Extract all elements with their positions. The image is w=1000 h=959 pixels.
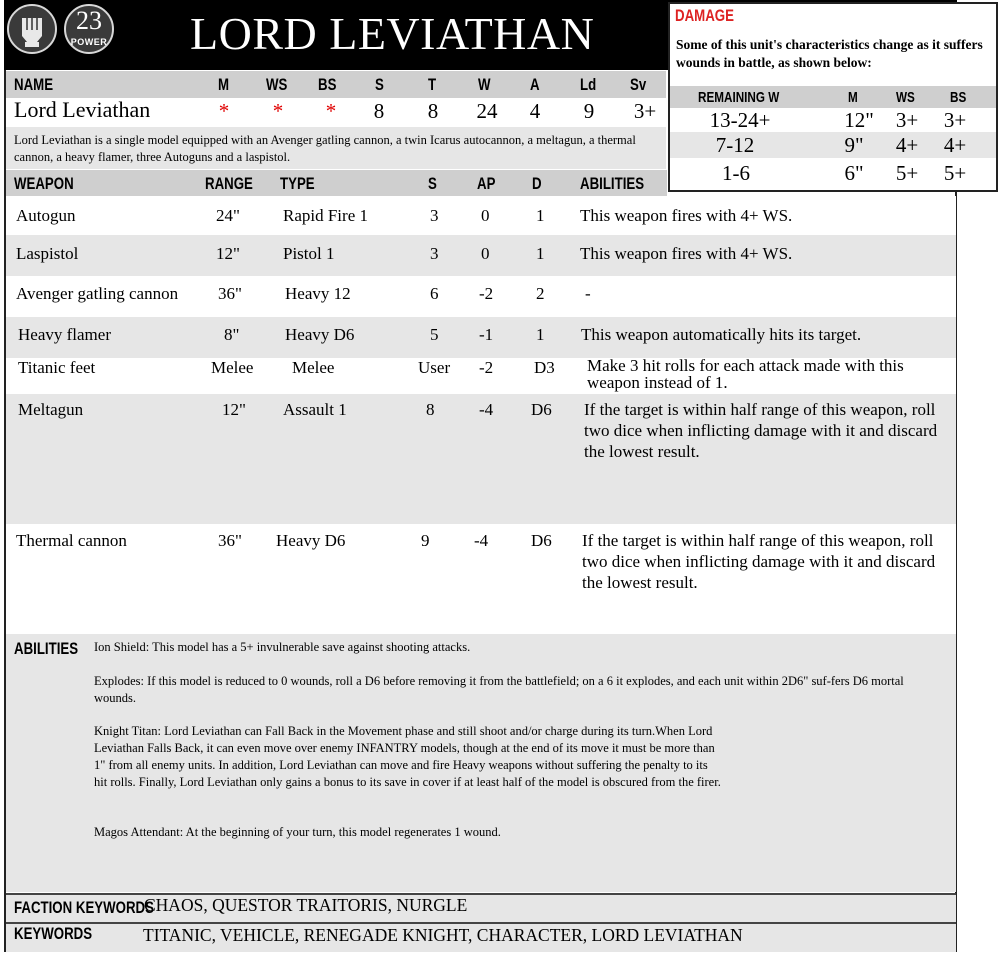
faction-keywords-value: CHAOS, QUESTOR TRAITORIS, NURGLE xyxy=(144,895,468,915)
damage-header-remaining-w: REMAINING W xyxy=(698,89,780,106)
weapon-s: 5 xyxy=(430,325,439,344)
weapon-name: Autogun xyxy=(16,206,76,225)
weapon-d: 1 xyxy=(536,325,545,344)
weapon-s: 9 xyxy=(421,531,430,550)
keywords-value: TITANIC, VEHICLE, RENEGADE KNIGHT, CHARACTER, LORD LEVIATHAN xyxy=(143,925,743,945)
damage-ws: 5+ xyxy=(895,161,919,185)
stat-header-sv: Sv xyxy=(630,75,647,94)
weapon-abilities: This weapon fires with 4+ WS. xyxy=(580,206,793,225)
weapon-d: 1 xyxy=(536,206,545,225)
weapon-range: 36" xyxy=(218,284,242,303)
damage-bs: 5+ xyxy=(943,161,967,185)
weapon-range: 36" xyxy=(218,531,242,550)
weapon-name: Heavy flamer xyxy=(18,325,111,344)
weapon-range: 12" xyxy=(222,400,246,419)
stat-m: * xyxy=(218,99,230,123)
damage-header-ws: WS xyxy=(896,89,915,106)
weapon-type: Heavy D6 xyxy=(276,531,346,550)
stat-header-ld: Ld xyxy=(580,75,597,94)
stat-header-s: S xyxy=(375,75,384,94)
weapon-abilities: This weapon fires with 4+ WS. xyxy=(580,244,793,263)
stat-ld: 9 xyxy=(583,99,595,123)
stat-a: 4 xyxy=(529,99,541,123)
stat-t: 8 xyxy=(427,99,439,123)
faction-keywords-label: FACTION KEYWORDS xyxy=(14,898,154,917)
unit-title: LORD LEVIATHAN xyxy=(190,8,595,59)
weapon-abilities: This weapon automatically hits its target. xyxy=(581,325,862,344)
weapon-header-weapon: WEAPON xyxy=(14,174,74,193)
damage-remaining-w: 13-24+ xyxy=(709,108,771,132)
damage-ws: 4+ xyxy=(895,133,919,157)
stat-bs: * xyxy=(325,99,337,123)
weapon-type: Heavy D6 xyxy=(285,325,355,344)
weapon-header-type: TYPE xyxy=(280,174,315,193)
weapon-range: 12" xyxy=(216,244,240,263)
weapon-ap: -4 xyxy=(474,531,489,550)
stat-ws: * xyxy=(272,99,284,123)
weapon-abilities: If the target is within half range of this weapon, roll two dice when inflicting damage with it and discard the lowest result. xyxy=(584,400,938,461)
weapon-name: Avenger gatling cannon xyxy=(16,284,179,303)
stat-s: 8 xyxy=(373,99,385,123)
stat-header-ws: WS xyxy=(266,75,288,94)
weapon-ap: -4 xyxy=(479,400,494,419)
stat-header-bs: BS xyxy=(318,75,337,94)
weapon-ap: -2 xyxy=(479,284,494,303)
damage-bs: 3+ xyxy=(943,108,967,132)
weapon-type: Melee xyxy=(292,358,335,377)
weapon-range: 8" xyxy=(224,325,240,344)
weapon-d: D6 xyxy=(531,400,552,419)
unit-description-box xyxy=(6,127,666,169)
stat-header-t: T xyxy=(428,75,437,94)
weapon-name: Thermal cannon xyxy=(16,531,127,550)
weapon-header-s: S xyxy=(428,174,437,193)
weapon-abilities: If the target is within half range of this weapon, roll two dice when inflicting damage with it and discard the lowest result. xyxy=(582,531,936,592)
power-value: 23 xyxy=(76,6,102,35)
stat-name: Lord Leviathan xyxy=(14,97,151,122)
weapon-name: Meltagun xyxy=(18,400,84,419)
stat-sv: 3+ xyxy=(633,99,657,123)
weapon-name: Laspistol xyxy=(16,244,79,263)
stat-w: 24 xyxy=(476,99,498,123)
weapon-type: Pistol 1 xyxy=(283,244,335,263)
damage-m: 6" xyxy=(844,161,864,185)
weapon-type: Rapid Fire 1 xyxy=(283,206,368,225)
stat-header-a: A xyxy=(530,75,540,94)
weapon-ap: -2 xyxy=(479,358,494,377)
weapon-type: Assault 1 xyxy=(283,400,347,419)
damage-title: DAMAGE xyxy=(675,6,734,25)
weapon-s: 3 xyxy=(430,206,439,225)
weapon-s: 8 xyxy=(426,400,435,419)
weapon-d: 2 xyxy=(536,284,545,303)
ability-knight-titan: Knight Titan: Lord Leviathan can Fall Back in the Movement phase and still shoot and/or charge during its turn.When Lord Leviathan Falls Back, it can even move over enemy INFANTRY models, though at the end of its move it must be more than 1" from all enemy units. In addition, Lord Leviathan can move and fire Heavy weapons without suffering the penalty to its hit rolls. Finally, Lord Leviathan only gains a bonus to its save in cover if at least half of the model is obscured from the firer. xyxy=(94,724,721,789)
weapon-header-row xyxy=(6,170,667,196)
damage-ws: 3+ xyxy=(895,108,919,132)
weapon-abilities: - xyxy=(585,284,591,303)
damage-m: 12" xyxy=(844,108,874,132)
weapon-header-abilities: ABILITIES xyxy=(580,174,645,193)
power-label: POWER xyxy=(70,37,108,47)
weapon-d: D6 xyxy=(531,531,552,550)
ability-ion-shield: Ion Shield: This model has a 5+ invulnerable save against shooting attacks. xyxy=(94,640,471,654)
damage-text: Some of this unit's characteristics change as it suffers wounds in battle, as shown below: xyxy=(676,37,983,70)
damage-remaining-w: 7-12 xyxy=(715,133,755,157)
weapon-d: 1 xyxy=(536,244,545,263)
weapon-name: Titanic feet xyxy=(18,358,96,377)
weapon-d: D3 xyxy=(534,358,555,377)
weapon-ap: -1 xyxy=(479,325,494,344)
weapon-type: Heavy 12 xyxy=(285,284,351,303)
damage-header-bs: BS xyxy=(950,89,967,106)
damage-header-m: M xyxy=(848,89,858,106)
weapon-header-range: RANGE xyxy=(205,174,253,193)
fist-icon xyxy=(9,6,55,52)
weapon-s: 6 xyxy=(430,284,439,303)
stat-header-w: W xyxy=(478,75,491,94)
weapon-ap: 0 xyxy=(481,244,490,263)
stat-header-m: M xyxy=(218,75,230,94)
ability-magos-attendant: Magos Attendant: At the beginning of your turn, this model regenerates 1 wound. xyxy=(94,825,501,839)
abilities-label: ABILITIES xyxy=(14,639,79,658)
damage-m: 9" xyxy=(844,133,864,157)
weapon-ap: 0 xyxy=(481,206,490,225)
weapon-s: User xyxy=(418,358,451,377)
weapon-range: 24" xyxy=(216,206,240,225)
damage-bs: 4+ xyxy=(943,133,967,157)
keywords-label: KEYWORDS xyxy=(14,924,93,943)
weapon-header-ap: AP xyxy=(477,174,496,193)
fist-icon-badge xyxy=(7,4,57,54)
ability-explodes: Explodes: If this model is reduced to 0 wounds, roll a D6 before removing it from the battlefield; on a 6 it explodes, and each unit within 2D6" suf-fers D6 mortal wounds. xyxy=(94,674,904,705)
stat-header-name: NAME xyxy=(14,75,54,94)
weapon-range: Melee xyxy=(211,358,254,377)
weapon-abilities: Make 3 hit rolls for each attack made with this weapon instead of 1. xyxy=(587,356,904,392)
unit-description: Lord Leviathan is a single model equipped with an Avenger gatling cannon, a twin Icarus autocannon, a meltagun, a thermal cannon, a heavy flamer, three Autoguns and a laspistol. xyxy=(14,133,636,164)
damage-remaining-w: 1-6 xyxy=(722,161,750,185)
weapon-header-d: D xyxy=(532,174,542,193)
weapon-s: 3 xyxy=(430,244,439,263)
